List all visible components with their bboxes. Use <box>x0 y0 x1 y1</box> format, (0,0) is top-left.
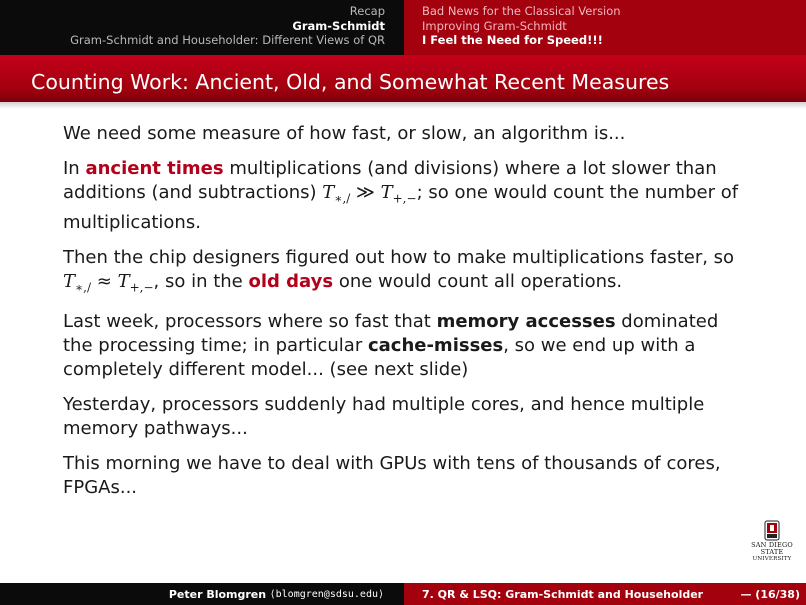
title-shadow <box>0 102 806 109</box>
p2-text-a: In <box>63 158 86 179</box>
header-navigation <box>0 0 806 55</box>
paragraph-4 <box>63 310 753 382</box>
subsection-nav <box>404 0 806 55</box>
p4-text-a: Last week, processors where so fast that <box>63 311 437 333</box>
footer <box>0 583 806 605</box>
highlight-ancient-times: ancient times <box>85 158 224 179</box>
title-bar <box>0 55 806 102</box>
p4-text-c: , so we end up with a completely different model... (see next slide) <box>63 335 696 381</box>
footer-email: ⟨blomgren@sdsu.edu⟩ <box>269 588 384 600</box>
paragraph-2 <box>63 157 753 235</box>
footer-page-number: — (16/38) <box>740 587 800 601</box>
p3-text-c: one would count all operations. <box>333 270 623 292</box>
footer-author: Peter Blomgren <box>168 587 267 601</box>
math-base: T <box>117 270 130 292</box>
nav-section-gram-schmidt[interactable]: Gram-Schmidt <box>292 18 385 33</box>
p4-text-b: dominated the processing time; in particular <box>63 311 719 357</box>
math-t-mul <box>322 182 351 206</box>
p3-text-b: , so in the <box>153 270 249 292</box>
nav-subsection-need-for-speed[interactable]: I Feel the Need for Speed!!! <box>422 33 603 47</box>
math-base: T <box>322 182 335 203</box>
slide-title: Counting Work: Ancient, Old, and Somewhat Recent Measures <box>31 70 670 94</box>
sdsu-logo <box>744 520 800 565</box>
math-subscript: ∗,/ <box>334 191 351 206</box>
math-base: T <box>63 270 76 292</box>
math-subscript: +,− <box>129 280 154 295</box>
bold-cache-misses: cache-misses <box>367 335 504 357</box>
footer-author-block <box>0 583 404 605</box>
paragraph-5: Yesterday, processors suddenly had multiple cores, and hence multiple memory pathways... <box>63 394 705 440</box>
math-approx: ≈ <box>91 270 118 292</box>
math-much-greater: ≫ <box>350 182 381 203</box>
logo-line-2: UNIVERSITY <box>752 556 792 562</box>
math-t-mul <box>63 270 92 295</box>
nav-subsection-bad-news[interactable]: Bad News for the Classical Version <box>422 4 621 18</box>
nav-section-views-of-qr[interactable]: Gram-Schmidt and Householder: Different Views of QR <box>70 33 385 47</box>
math-t-add <box>380 182 417 206</box>
sdsu-emblem-icon <box>764 520 780 542</box>
logo-line-1: SAN DIEGO STATE <box>751 541 793 556</box>
p2-text-b: multiplications (and divisions) where a lot slower than additions (and subtractions) <box>63 158 717 203</box>
math-subscript: +,− <box>392 191 417 206</box>
math-subscript: ∗,/ <box>75 280 92 295</box>
math-t-add <box>117 270 154 295</box>
highlight-old-days: old days <box>248 270 334 292</box>
section-nav <box>0 0 404 55</box>
p2-text-c: ; so one would count the number of multiplications. <box>63 182 739 233</box>
nav-section-recap[interactable]: Recap <box>349 4 385 18</box>
paragraph-6: This morning we have to deal with GPUs with tens of thousands of cores, FPGAs... <box>63 453 721 499</box>
paragraph-3 <box>63 246 753 300</box>
bold-memory-accesses: memory accesses <box>436 311 616 333</box>
paragraph-1: We need some measure of how fast, or slow, an algorithm is... <box>63 123 626 144</box>
p3-text-a: Then the chip designers figured out how to make multiplications faster, so <box>63 246 735 268</box>
footer-lecture-block <box>404 583 806 605</box>
nav-subsection-improving[interactable]: Improving Gram-Schmidt <box>422 18 567 33</box>
footer-lecture-title: 7. QR & LSQ: Gram-Schmidt and Householder <box>422 587 704 601</box>
slide-content <box>63 122 753 511</box>
math-base: T <box>380 182 393 203</box>
